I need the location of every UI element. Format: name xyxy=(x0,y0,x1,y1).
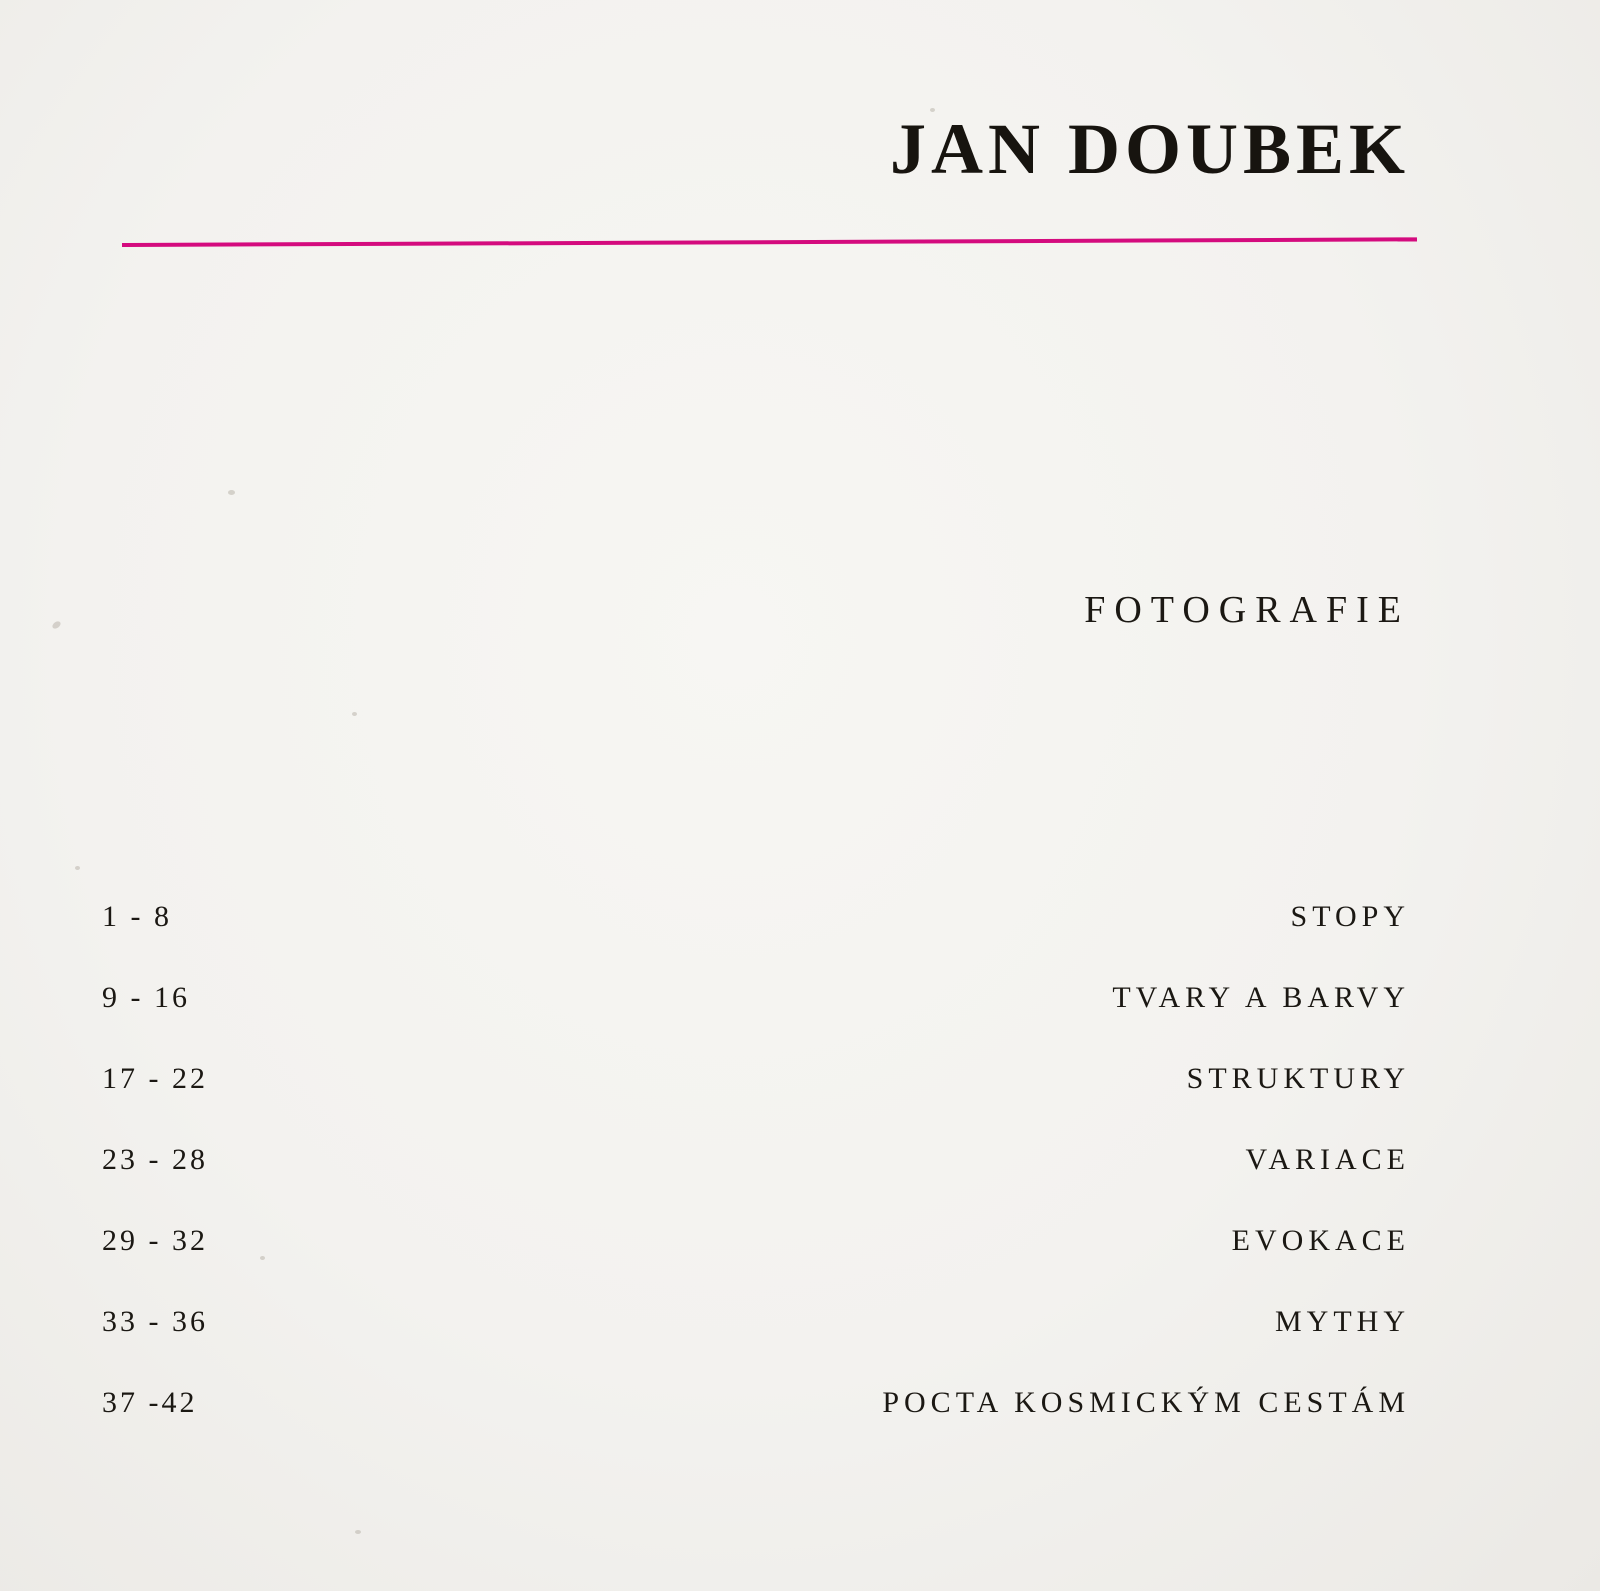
toc-entry-range: 37 -42 xyxy=(102,1386,198,1419)
toc-entry xyxy=(90,1062,1410,1143)
paper-speck xyxy=(355,1530,361,1534)
toc-entry-range: 17 - 22 xyxy=(102,1062,208,1095)
toc-entry-label: STRUKTURY xyxy=(1186,1062,1410,1095)
toc-entry-label: TVARY A BARVY xyxy=(1112,981,1410,1014)
toc-entry xyxy=(90,1224,1410,1305)
toc-entry-label: VARIACE xyxy=(1245,1143,1410,1176)
toc-entry-label: STOPY xyxy=(1290,900,1410,933)
accent-rule xyxy=(122,237,1417,247)
page-title: JAN DOUBEK xyxy=(889,109,1410,189)
toc-entry xyxy=(90,900,1410,981)
toc-entry-range: 29 - 32 xyxy=(102,1224,208,1257)
toc-entry-range: 1 - 8 xyxy=(102,900,172,933)
paper-speck xyxy=(352,712,357,716)
toc-entry-label: MYTHY xyxy=(1275,1305,1410,1338)
toc-entry-range: 33 - 36 xyxy=(102,1305,208,1338)
paper-speck xyxy=(228,490,235,495)
toc-entry xyxy=(90,1143,1410,1224)
page-subtitle: FOTOGRAFIE xyxy=(1084,589,1410,631)
toc-entry xyxy=(90,1305,1410,1386)
toc-entry-label: POCTA KOSMICKÝM CESTÁM xyxy=(882,1386,1410,1419)
toc-entry-range: 23 - 28 xyxy=(102,1143,208,1176)
toc-entry-range: 9 - 16 xyxy=(102,981,190,1014)
table-of-contents xyxy=(90,900,1410,1467)
toc-entry-label: EVOKACE xyxy=(1231,1224,1410,1257)
toc-entry xyxy=(90,1386,1410,1467)
toc-entry xyxy=(90,981,1410,1062)
paper-speck xyxy=(75,866,80,870)
